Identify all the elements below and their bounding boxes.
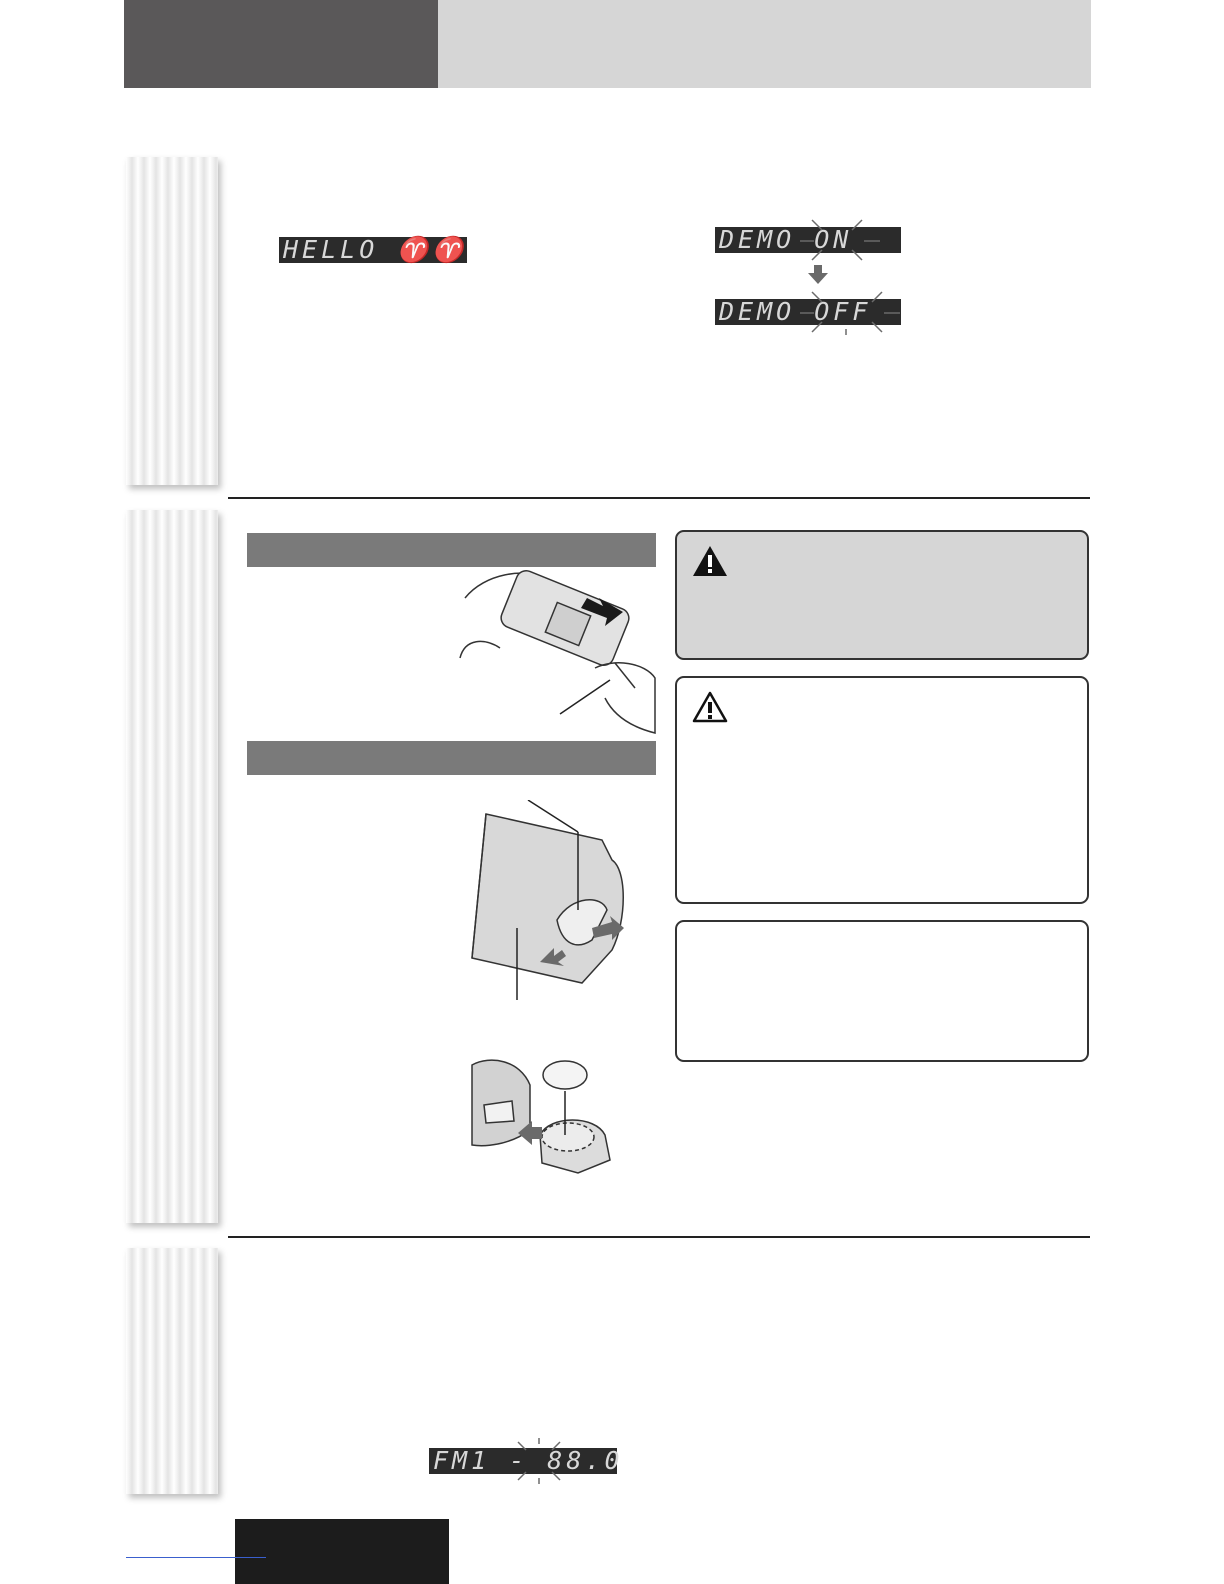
blink-marks-demo-on [800,215,890,265]
battery-insert-illustration [470,1055,620,1185]
blink-marks-fm [510,1438,570,1484]
display-fm: FM1 - 88.0 [429,1448,617,1474]
warning-outline-icon [691,690,729,724]
note-box [675,920,1089,1062]
warning-box [675,530,1089,660]
section-tab-2 [126,510,218,1223]
display-hello: HELLO ♈♈ [279,237,467,263]
header-light-block [438,0,1091,88]
section-divider-2 [228,1236,1090,1238]
caution-box [675,676,1089,904]
header-dark-block [124,0,438,88]
remote-battery-holder-illustration [462,800,632,1000]
section-bar-remove-insulation [247,533,656,567]
section-tab-1 [126,157,218,485]
arrow-down-icon [806,264,830,286]
blink-marks-demo-off [800,287,900,337]
bottom-link-underline[interactable] [126,1557,266,1558]
display-demo-on: DEMO ON [715,227,901,253]
section-bar-battery-replacement [247,741,656,775]
section-divider-1 [228,497,1090,499]
warning-filled-icon [691,544,729,578]
section-tab-3 [126,1248,218,1494]
remote-pull-sheet-illustration [455,568,660,738]
page-number-tab [235,1519,449,1584]
display-demo-off: DEMO OFF [715,299,901,325]
